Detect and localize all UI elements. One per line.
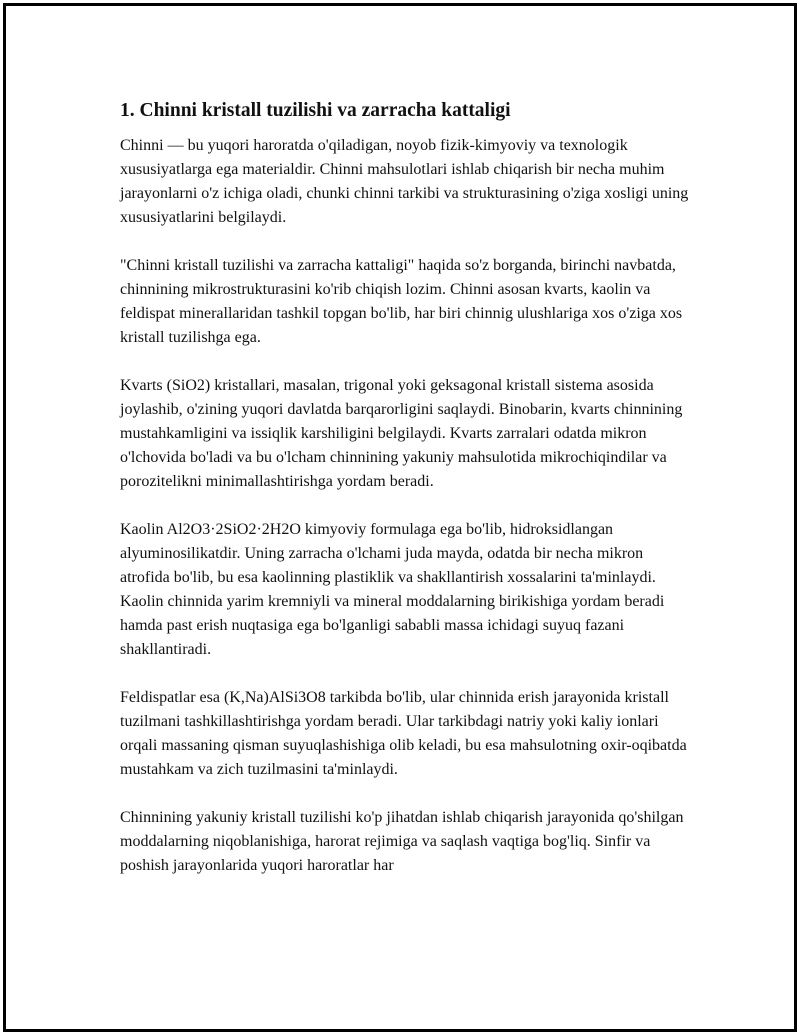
section-heading: 1. Chinni kristall tuzilishi va zarracha kattaligi <box>120 100 511 121</box>
document-body <box>120 97 690 902</box>
paragraph-3: Kvarts (SiO2) kristallari, masalan, trigonal yoki geksagonal kristall sistema asosida joylashib, o'zining yuqori davlatda barqarorligini saqlaydi. Binobarin, kvarts chinnining mustahkamligini va issiqlik karshiligini belgilaydi. Kvarts zarralari odatda mikron o'lchovida bo'ladi va bu o'lcham chinnining yakuniy mahsulotida mikrochiqindilar va porozitelikni minimallashtirishga yordam beradi. <box>120 377 683 490</box>
paragraph-2: "Chinni kristall tuzilishi va zarracha kattaligi" haqida so'z borganda, birinchi navbatda, chinnining mikrostrukturasini ko'rib chiqish lozim. Chinni asosan kvarts, kaolin va feldispat minerallaridan tashkil topgan bo'lib, har biri chinnig ulushlariga xos o'ziga xos kristall tuzilishga ega. <box>120 257 683 346</box>
paragraph-4: Kaolin Al2O3·2SiO2·2H2O kimyoviy formulaga ega bo'lib, hidroksidlangan alyuminosilikatdir. Uning zarracha o'lchami juda mayda, odatda bir necha mikron atrofida bo'lib, bu esa kaolinning plastiklik va shakllantirish xossalarini ta'minlaydi. Kaolin chinnida yarim kremniyli va mineral moddalarning birikishiga yordam beradi hamda past erish nuqtasiga ega bo'lganligi sababli massa ichidagi suyuq fazani shakllantiradi. <box>120 521 665 658</box>
paragraph-6: Chinnining yakuniy kristall tuzilishi ko'p jihatdan ishlab chiqarish jarayonida qo'shilgan moddalarning niqoblanishiga, harorat rejimiga va saqlash vaqtiga bog'liq. Sinfir va poshish jarayonlarida yuqori haroratlar har <box>120 809 684 874</box>
document-page <box>3 3 797 1032</box>
paragraph-5: Feldispatlar esa (K,Na)AlSi3O8 tarkibda bo'lib, ular chinnida erish jarayonida kristall tuzilmani tashkillashtirishga yordam beradi. Ular tarkibdagi natriy yoki kaliy ionlari orqali massaning qisman suyuqlashishiga olib keladi, bu esa mahsulotning oxir-oqibatda mustahkam va zich tuzilmasini ta'minlaydi. <box>120 689 687 778</box>
paragraph-1: Chinni — bu yuqori haroratda o'qiladigan, noyob fizik-kimyoviy va texnologik xususiyatlarga ega materialdir. Chinni mahsulotlari ishlab chiqarish bir necha muhim jarayonlarni o'z ichiga oladi, chunki chinni tarkibi va strukturasining o'ziga xosligi uning xususiyatlarini belgilaydi. <box>120 137 689 226</box>
